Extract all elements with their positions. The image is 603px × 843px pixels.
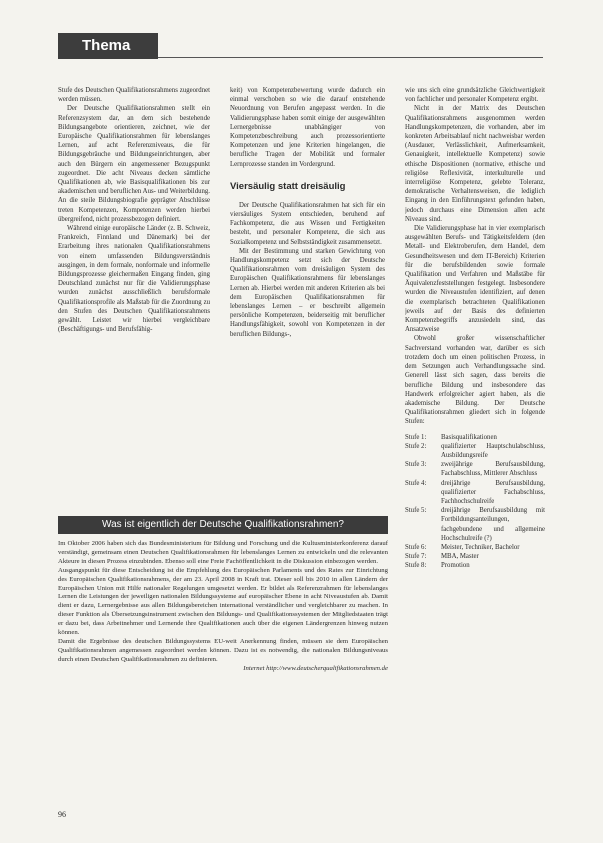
paragraph: Der Deutsche Qualifikationsrahmen hat sich für ein viersäuliges System entschieden, beruhend auf Fachkompetenz, die aus Wissen und Fertigkeiten besteht, und personaler Kompetenz, die sich aus Sozialkompetenz und Selbstständigkeit zusammensetzt. (230, 201, 385, 246)
section-header (58, 33, 158, 59)
level-list (405, 433, 545, 571)
level-item (405, 460, 545, 478)
level-label: Stufe 7: (405, 553, 427, 561)
paragraph: wie uns sich eine grundsätzliche Gleichwertigkeit von fachlicher und personaler Kompetenz ergibt. (405, 87, 545, 104)
subheading: Viersäulig statt dreisäulig (230, 180, 346, 192)
paragraph: Während einige europäische Länder (z. B. Schweiz, Frankreich, Finnland und Dänemark) bei der Erarbeitung ihres nationalen Qualifikationsrahmens von einem umfassenden Bildungsverständnis ausgingen, in dem formale, nonformale und informelle Bildungsprozesse gleichermaßen Eingang finden, ging Deutschland zunächst nur für die Validierungsphase wurden zunächst ausschließlich berufsformale Qualifikationsprofile als Maßstab für die Zuordnung zu den Stufen des Deutschen Qualifikationsrahmens gewählt. Leistet wir hierbei vergleichbare (Beschäftigungs- und Berufsfähig- (58, 225, 210, 334)
level-item (405, 552, 545, 561)
level-text: qualifizierter Hauptschulabschluss, Ausbildungsreife (441, 442, 545, 459)
level-label: Stufe 2: (405, 442, 427, 450)
paragraph: Obwohl großer wissenschaftlicher Sachverstand vorhanden war, darüber es sich trotzdem doch um einen politischen Prozess, in dem Setzungen auch Verhandlungssache sind. Generell lässt sich sagen, dass bereits die berufliche Bildung und insbesondere das Handwerk erfolgreicher agiert haben, als die akademische Bildung. Der Deutsche Qualifikationsrahmen gliedert sich in folgende Stufen: (405, 335, 545, 426)
page-number: 96 (58, 810, 66, 819)
paragraph: Mit der Bestimmung und starken Gewichtung von Handlungskompetenz setzt sich der Deutsche Qualifikationsrahmen vom dreisäuligen System des Europäischen Qualifikationsrahmens für lebenslanges Lernen ab. Hierbei werden mit anderen Kriterien als bei dem Europäischen Qualifikationsrahmen für lebenslanges Lernen – er beschreibt allgemein persönliche Kompetenzen, beiderseitig mit beruflicher Handlungsfähigkeit, sowohl von Kompetenzen in der beruflichen Bildungs-, (230, 247, 385, 338)
infobox-internet-link[interactable]: Internet http://www.deutscherqualifikationsrahmen.de (243, 664, 388, 672)
level-item (405, 506, 545, 543)
level-text: zweijährige Berufsausbildung, Fachabschluss, Mittlerer Abschluss (441, 461, 545, 478)
level-text: Meister, Techniker, Bachelor (441, 543, 520, 551)
level-label: Stufe 1: (405, 433, 427, 441)
level-label: Stufe 6: (405, 543, 427, 551)
paragraph: Nicht in der Matrix des Deutschen Qualifikationsrahmens ausgenommen werden Handlungskompetenzen, die vorhanden, aber im konkreten Arbeitsablauf nicht nachweisbar werden (Ausdauer, Verlässlichkeit, Aufmerksamkeit, Genauigkeit, intellektuelle Kompetenz) sowie ethische Dispositionen (normative, ethische und religiöse Reflexivität, interkulturelle und interreligiöse Kompetenz, gelebte Toleranz, demokratische Verhaltensweisen, die lediglich Eingang in den Einführungstext gefunden haben, jedoch durchaus eine Dimension allen acht Niveaus sind. (405, 105, 545, 223)
level-label: Stufe 3: (405, 461, 427, 469)
paragraph: Der Deutsche Qualifikationsrahmen stellt ein Referenzsystem dar, an dem sich bestehende Bildungsangebote orientieren, zeichnet, wie der Europäische Qualifikationsrahmen für lebenslanges Lernen, auf acht Referenzniveaus, die für Bildungsgebräuche und Bildungseinrichtungen, aber auch den Bürgern ein angemessener Bezugspunkt zugeordnet. Die acht Niveaus decken sämtliche Qualifikationen ab, wie Basisqualifikationen bis zur akademischen und beruflichen Aus- und Weiterbildung. An die steile Bildungsbiografie geprägter Abschlüsse treten Kompetenzen, Kompetenzen werden hierbei übergreifend, nicht prozessbezogen definiert. (58, 105, 210, 223)
infobox-paragraph: Damit die Ergebnisse des deutschen Bildungssystems EU-weit Anerkennung finden, müssen sie dem Europäischen Qualifikationsrahmen angemessen zugeordnet werden können. Dazu ist es notwendig, die nationalen Bildungsniveaus durch einen Deutschen Qualifikationsrahmen zu definieren. (58, 637, 388, 663)
level-text: dreijährige Berufsausbildung, qualifizierter Fachabschluss, Fachhochschulreife (441, 479, 545, 505)
text-column-2 (230, 86, 385, 510)
infobox-title: Was ist eigentlich der Deutsche Qualifikationsrahmen? (58, 516, 388, 534)
text-column-3 (405, 86, 545, 766)
level-item (405, 442, 545, 460)
level-item (405, 561, 545, 570)
level-label: Stufe 5: (405, 507, 427, 515)
level-text: dreijährige Berufsausbildung mit Fortbildungsanteilungen, fachgebundene und allgemeine Hochschulreife (?) (441, 507, 545, 542)
level-label: Stufe 4: (405, 479, 427, 487)
section-title: Thema (82, 37, 131, 54)
level-item (405, 543, 545, 552)
infobox-paragraph: Ausgangspunkt für diese Entscheidung ist die Empfehlung des Europäischen Parlaments und des Rates zur Einrichtung des Europäischen Qualifikationsrahmens, der am 23. April 2008 in Kraft trat. Dieser soll bis 2010 in allen Ländern der Europäischen Union mit Hilfe nationaler Regelungen umgesetzt werden. Er bildet als Referenzrahmen für lebenslanges Lernen die Leistungen der jeweiligen nationalen Bildungssysteme auf europäischer Ebene in acht Niveaustufen ab. Damit dient er dazu, Lernergebnisse aus allen Bildungsbereichen international verständlicher und vergleichbarer zu machen. In dieser Funktion als Übersetzungsinstrument zwischen den Bildungs- und Qualifikationssystemen der Mitgliedstaaten trägt er dazu bei, dass Arbeitnehmer und Lernende ihre Qualifikationen auch über die eigenen Ländergrenzen hinweg nutzen können. (58, 566, 388, 637)
level-text: Promotion (441, 562, 470, 570)
level-text: Basisqualifikationen (441, 433, 497, 441)
paragraph: Die Validierungsphase hat in vier exemplarisch ausgewählten Berufs- und Tätigkeitsfeldern (den Metall- und Elektroberufen, dem Handel, dem Gesundheitswesen und dem IT-Bereich) Kriterien für die berufsbildenden sowie formale Qualifikation und Verfahren und Maßstäbe für Äquivalenzfeststellungen festgelegt. Insbesondere wurden die Niveaustufen identifiziert, auf denen die exemplarisch betrachteten Qualifikationen jeweils auf der Basis des definierten Kompetenzbegriffs anzusiedeln sind, das Ansatzweise (405, 225, 545, 334)
infobox-body (58, 540, 388, 785)
infobox-paragraph: Im Oktober 2006 haben sich das Bundesministerium für Bildung und Forschung und die Kultusministerkonferenz darauf verständigt, gemeinsam einen Deutschen Qualifikationsrahmen für lebenslanges Lernen zu entwickeln und die relevanten Akteure in diesen Prozess einzubinden. Ebenso soll eine Freie Fachöffentlichkeit in die Diskussion einbezogen werden. (58, 540, 388, 565)
paragraph: keit) von Kompetenzbewertung wurde dadurch ein einmal verschoben so wie die darauf entstehende Neuordnung von Berufen angepasst werden. In die Validierungsphase haben somit einige der ausgewählten Lernergebnisse unabhängiger von Kompetenzbeschreibung auch prozessorientierte Kompetenzen und jene Kriterien hingelangen, die berufliche Tragen der Mobilität und formaler Lernprozesse standen im Vordergrund. (230, 87, 385, 168)
level-label: Stufe 8: (405, 562, 427, 570)
text-column-1 (58, 86, 210, 510)
level-item (405, 433, 545, 442)
paragraph: Stufe des Deutschen Qualifikationsrahmens zugeordnet werden müssen. (58, 87, 210, 104)
level-item (405, 479, 545, 507)
header-rule (158, 57, 543, 58)
level-text: MBA, Master (441, 553, 479, 561)
